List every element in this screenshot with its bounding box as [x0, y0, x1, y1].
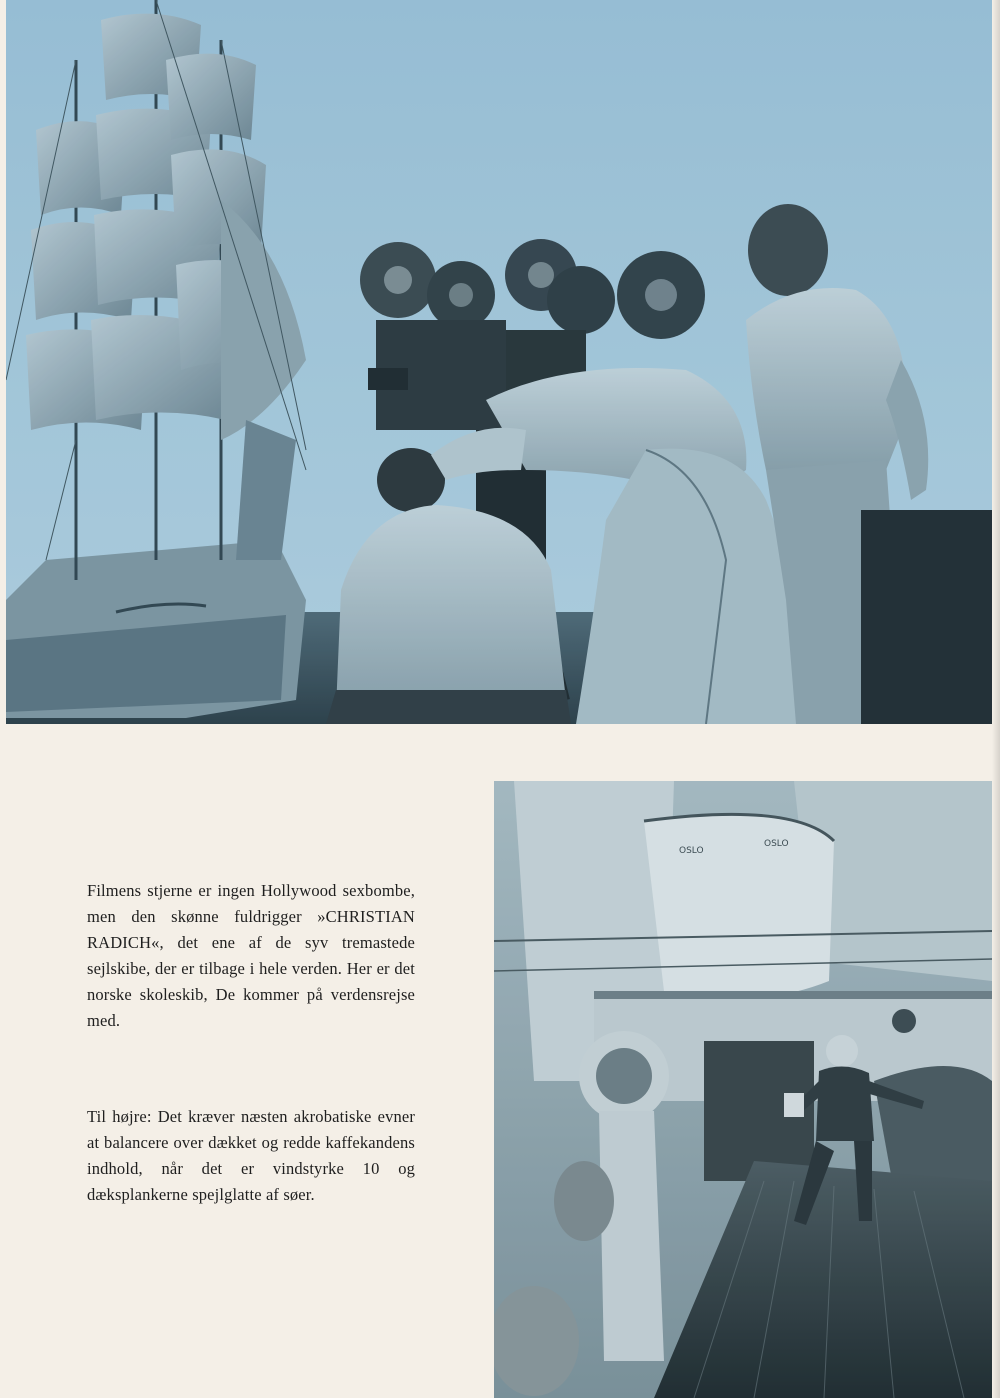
- lifeboat-label-left: OSLO: [679, 846, 704, 856]
- lifeboat-label-right: OSLO: [764, 839, 789, 849]
- photo-film-crew-and-tall-ship: [6, 0, 992, 724]
- photo-deck-balancing-sailor: [494, 781, 992, 1398]
- caption-right-photo: [87, 1104, 415, 1208]
- caption-main-text: Filmens stjerne er ingen Hollywood sexbombe, men den skønne fuldrigger »CHRISTIAN RADICH«, det ene af de syv tremastede sejlskibe, der er tilbage i hele verden. Her er det norske skoleskib, De kommer på verdensrejse med.: [87, 881, 415, 1030]
- page-edge-shadow: [992, 0, 1000, 1398]
- caption-column: [87, 878, 415, 1208]
- caption-right-photo-text: Til højre: Det kræver næsten akrobatiske evner at balancere over dækket og redde kaffekandens indhold, når det er vindstyrke 10 og dæksplankerne spejlglatte af søer.: [87, 1107, 415, 1204]
- caption-main: [87, 878, 415, 1034]
